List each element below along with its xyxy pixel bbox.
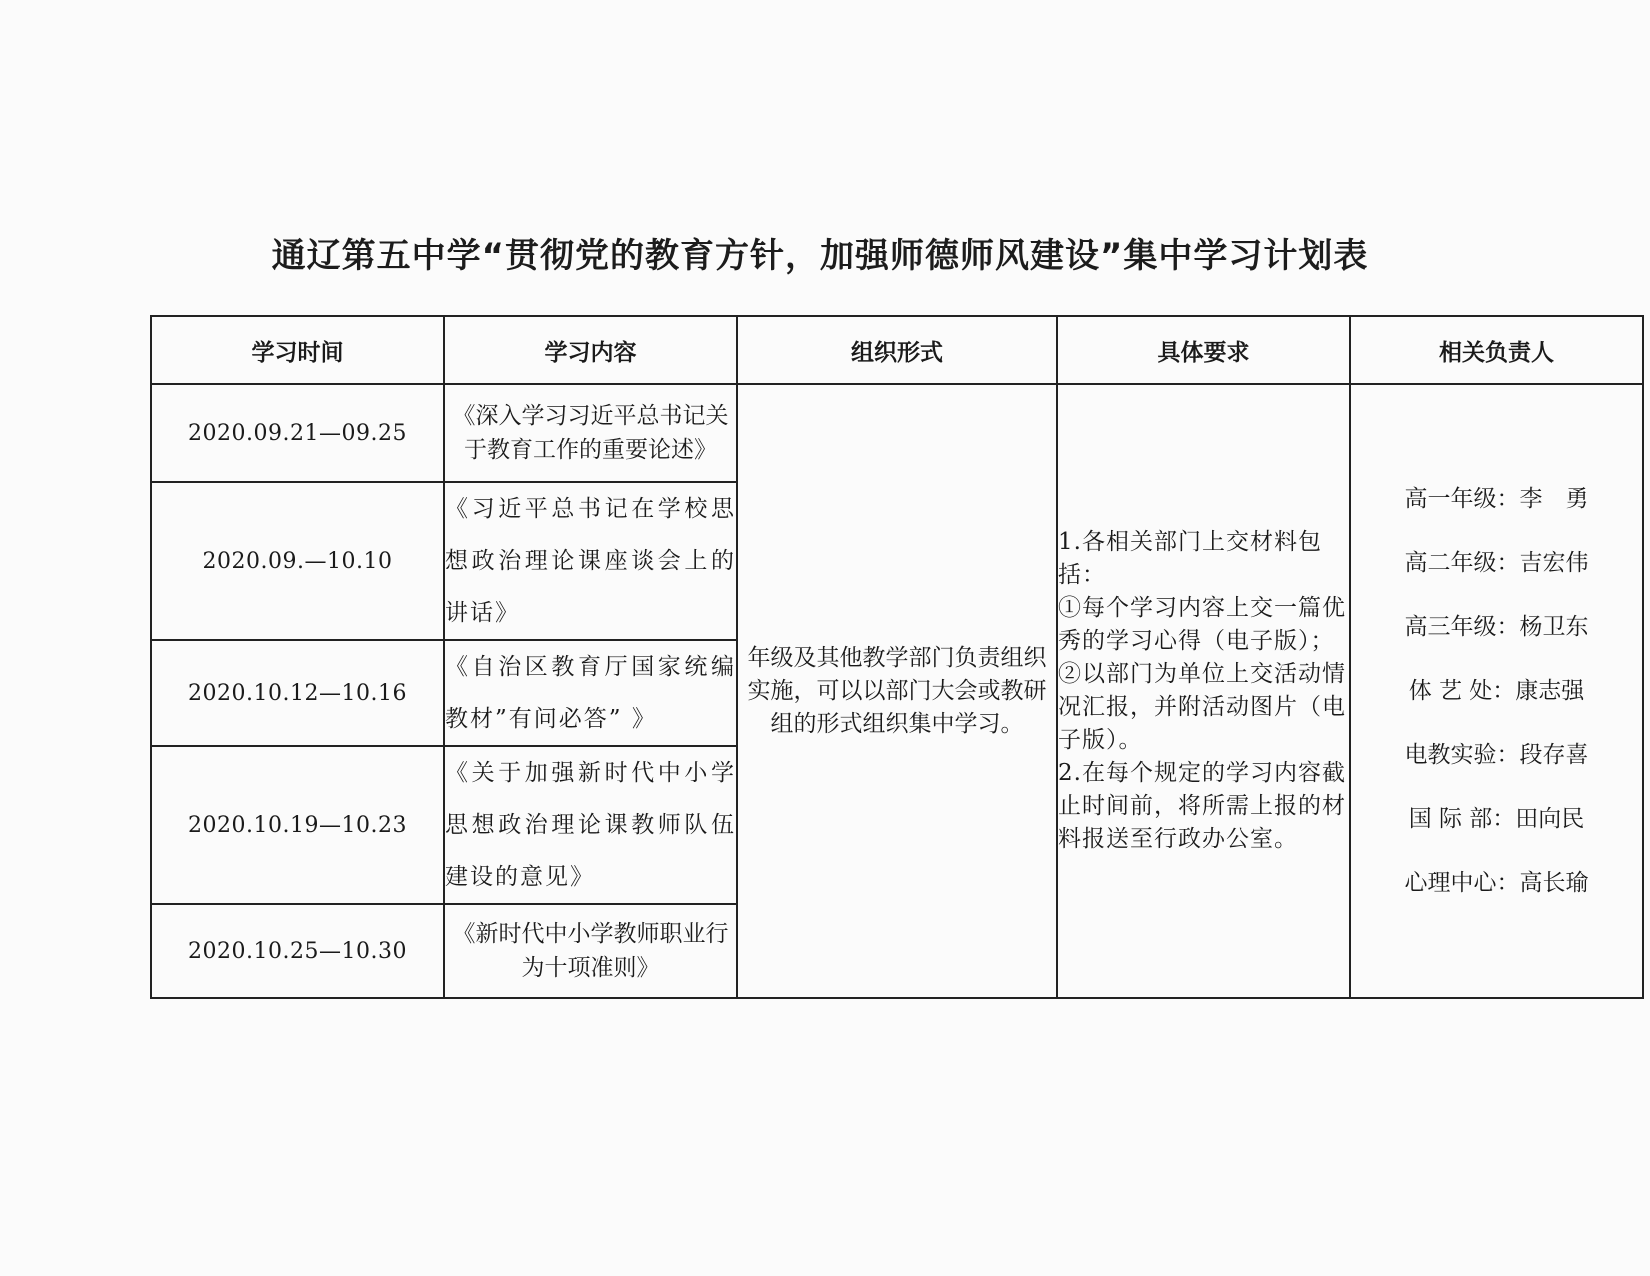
header-organization-form: 组织形式 bbox=[737, 316, 1057, 384]
requirements-cell bbox=[1057, 384, 1350, 998]
document-title: 通辽第五中学“贯彻党的教育方针，加强师德师风建设”集中学习计划表 bbox=[271, 236, 1369, 276]
responsible-person: 高一年级：李 勇 bbox=[1404, 486, 1589, 512]
study-content-cell: 《新时代中小学教师职业行为十项准则》 bbox=[444, 904, 737, 998]
study-content-cell: 《关于加强新时代中小学思想政治理论课教师队伍建设的意见》 bbox=[444, 746, 737, 904]
header-responsible-persons: 相关负责人 bbox=[1350, 316, 1643, 384]
study-content-cell: 《习近平总书记在学校思想政治理论课座谈会上的讲话》 bbox=[444, 482, 737, 640]
responsible-person: 心理中心：高长瑜 bbox=[1404, 870, 1589, 896]
organization-form-cell: 年级及其他教学部门负责组织实施，可以以部门大会或教研组的形式组织集中学习。 bbox=[737, 384, 1057, 998]
requirement-item: 2.在每个规定的学习内容截止时间前，将所需上报的材料报送至行政办公室。 bbox=[1058, 760, 1346, 852]
responsible-person: 电教实验：段存喜 bbox=[1404, 742, 1589, 768]
responsible-person: 国 际 部：田向民 bbox=[1408, 806, 1585, 832]
responsible-person: 高二年级：吉宏伟 bbox=[1404, 550, 1589, 576]
header-study-time: 学习时间 bbox=[151, 316, 444, 384]
responsible-person: 高三年级：杨卫东 bbox=[1404, 614, 1589, 640]
header-study-content: 学习内容 bbox=[444, 316, 737, 384]
study-time-cell: 2020.10.25—10.30 bbox=[151, 904, 444, 998]
study-content-cell: 《深入学习习近平总书记关于教育工作的重要论述》 bbox=[444, 384, 737, 482]
requirement-item: ①每个学习内容上交一篇优秀的学习心得（电子版）； bbox=[1058, 595, 1346, 654]
study-time-cell: 2020.09.—10.10 bbox=[151, 482, 444, 640]
study-time-cell: 2020.10.12—10.16 bbox=[151, 640, 444, 746]
table-header-row bbox=[151, 316, 1643, 384]
responsible-persons-cell bbox=[1350, 384, 1643, 998]
study-plan-table bbox=[150, 315, 1644, 999]
study-content-cell: 《自治区教育厅国家统编教材”有问必答” 》 bbox=[444, 640, 737, 746]
study-time-cell: 2020.10.19—10.23 bbox=[151, 746, 444, 904]
responsible-person: 体 艺 处：康志强 bbox=[1408, 678, 1585, 704]
header-requirements: 具体要求 bbox=[1057, 316, 1350, 384]
table-row bbox=[151, 384, 1643, 482]
requirement-item: ②以部门为单位上交活动情况汇报，并附活动图片（电子版）。 bbox=[1058, 661, 1346, 753]
requirement-item: 1.各相关部门上交材料包括： bbox=[1058, 529, 1322, 588]
study-time-cell: 2020.09.21—09.25 bbox=[151, 384, 444, 482]
